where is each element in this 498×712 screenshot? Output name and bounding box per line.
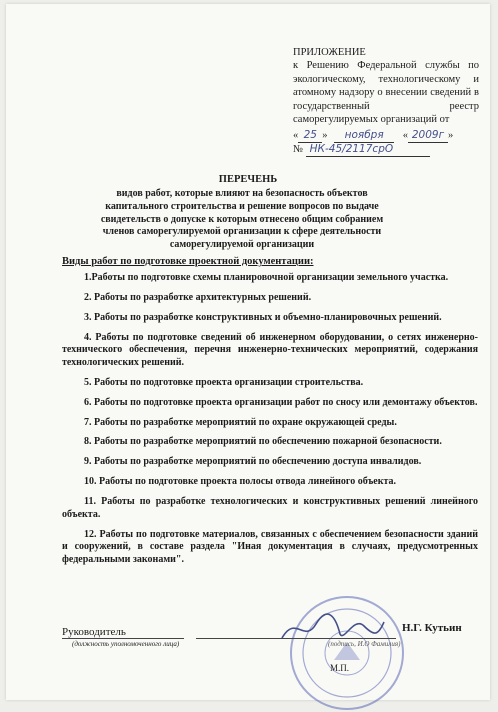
signature-caption: (подпись, И.О Фамилия) (328, 640, 401, 648)
date-close-quote: » (448, 130, 454, 141)
list-item: 7. Работы по разработке мероприятий по охране окружающей среды. (84, 416, 397, 428)
list-item: 11. Работы по разработке технологических и конструктивных решений линейного объекта. (62, 496, 478, 520)
date-day: 25 (298, 129, 322, 143)
number-value: НК-45/2117срО (306, 143, 430, 157)
signature-underline (196, 638, 396, 639)
date-open-quote: « (293, 130, 299, 141)
role-underline (62, 638, 184, 639)
list-item: 3. Работы по разработке конструктивных и объемно-планировочных решений. (84, 311, 442, 323)
number-label: № (293, 144, 304, 155)
document-subtitle: видов работ, которые влияют на безопасность объектов капитального строительства и решение вопросов по выдаче свидетельств о допуске к которым отнесено общим собранием членов саморегулируемой организации к сфере деятельности саморегулируемой организации (100, 188, 384, 251)
list-item: 2. Работы по разработке архитектурных решений. (84, 291, 312, 303)
signatory-name: Н.Г. Кутьин (402, 622, 462, 634)
appendix-body: к Решению Федеральной службы по экологическому, технологическому и атомному надзору о внесении сведений в государственный реестр саморегулируемых организаций от (293, 60, 479, 126)
appendix-block (293, 46, 479, 126)
document-page (6, 4, 490, 700)
list-item: 8. Работы по разработке мероприятий по обеспечению пожарной безопасности. (84, 436, 442, 448)
appendix-number-line (293, 143, 479, 157)
stamp-place-label: М.П. (330, 663, 350, 673)
role-caption: (должность уполномоченного лица) (72, 640, 180, 648)
date-year: 2009г (408, 129, 448, 143)
list-item: 5. Работы по подготовке проекта организации строительства. (84, 376, 364, 388)
list-item: 4. Работы по подготовке сведений об инженерном оборудовании, о сетях инженерно-технического обеспечения, перечня инженерно-технических мероприятий, содержания технологических решений. (62, 331, 478, 368)
list-item: 12. Работы по подготовке материалов, связанных с обеспечением безопасности зданий и сооружений, в составе раздела "Иная документация в случаях, предусмотренных федеральными законами". (62, 528, 478, 565)
date-year-open-quote: « (402, 130, 408, 141)
list-item: 9. Работы по разработке мероприятий по обеспечению доступа инвалидов. (84, 456, 422, 468)
date-mid-quote: » (322, 130, 328, 141)
appendix-date-line (293, 129, 479, 143)
section-title: Виды работ по подготовке проектной документации: (62, 256, 314, 267)
signatory-role: Руководитель (62, 626, 126, 638)
date-month: ноября (334, 129, 394, 143)
list-item: 6. Работы по подготовке проекта организации работ по сносу или демонтажу объектов. (84, 396, 478, 408)
work-list (62, 272, 478, 574)
appendix-heading: ПРИЛОЖЕНИЕ (293, 47, 366, 58)
list-item: 10. Работы по подготовке проекта полосы отвода линейного объекта. (84, 476, 397, 488)
document-title: ПЕРЕЧЕНЬ (218, 174, 278, 185)
list-item: 1.Работы по подготовке схемы планировочной организации земельного участка. (84, 272, 449, 283)
